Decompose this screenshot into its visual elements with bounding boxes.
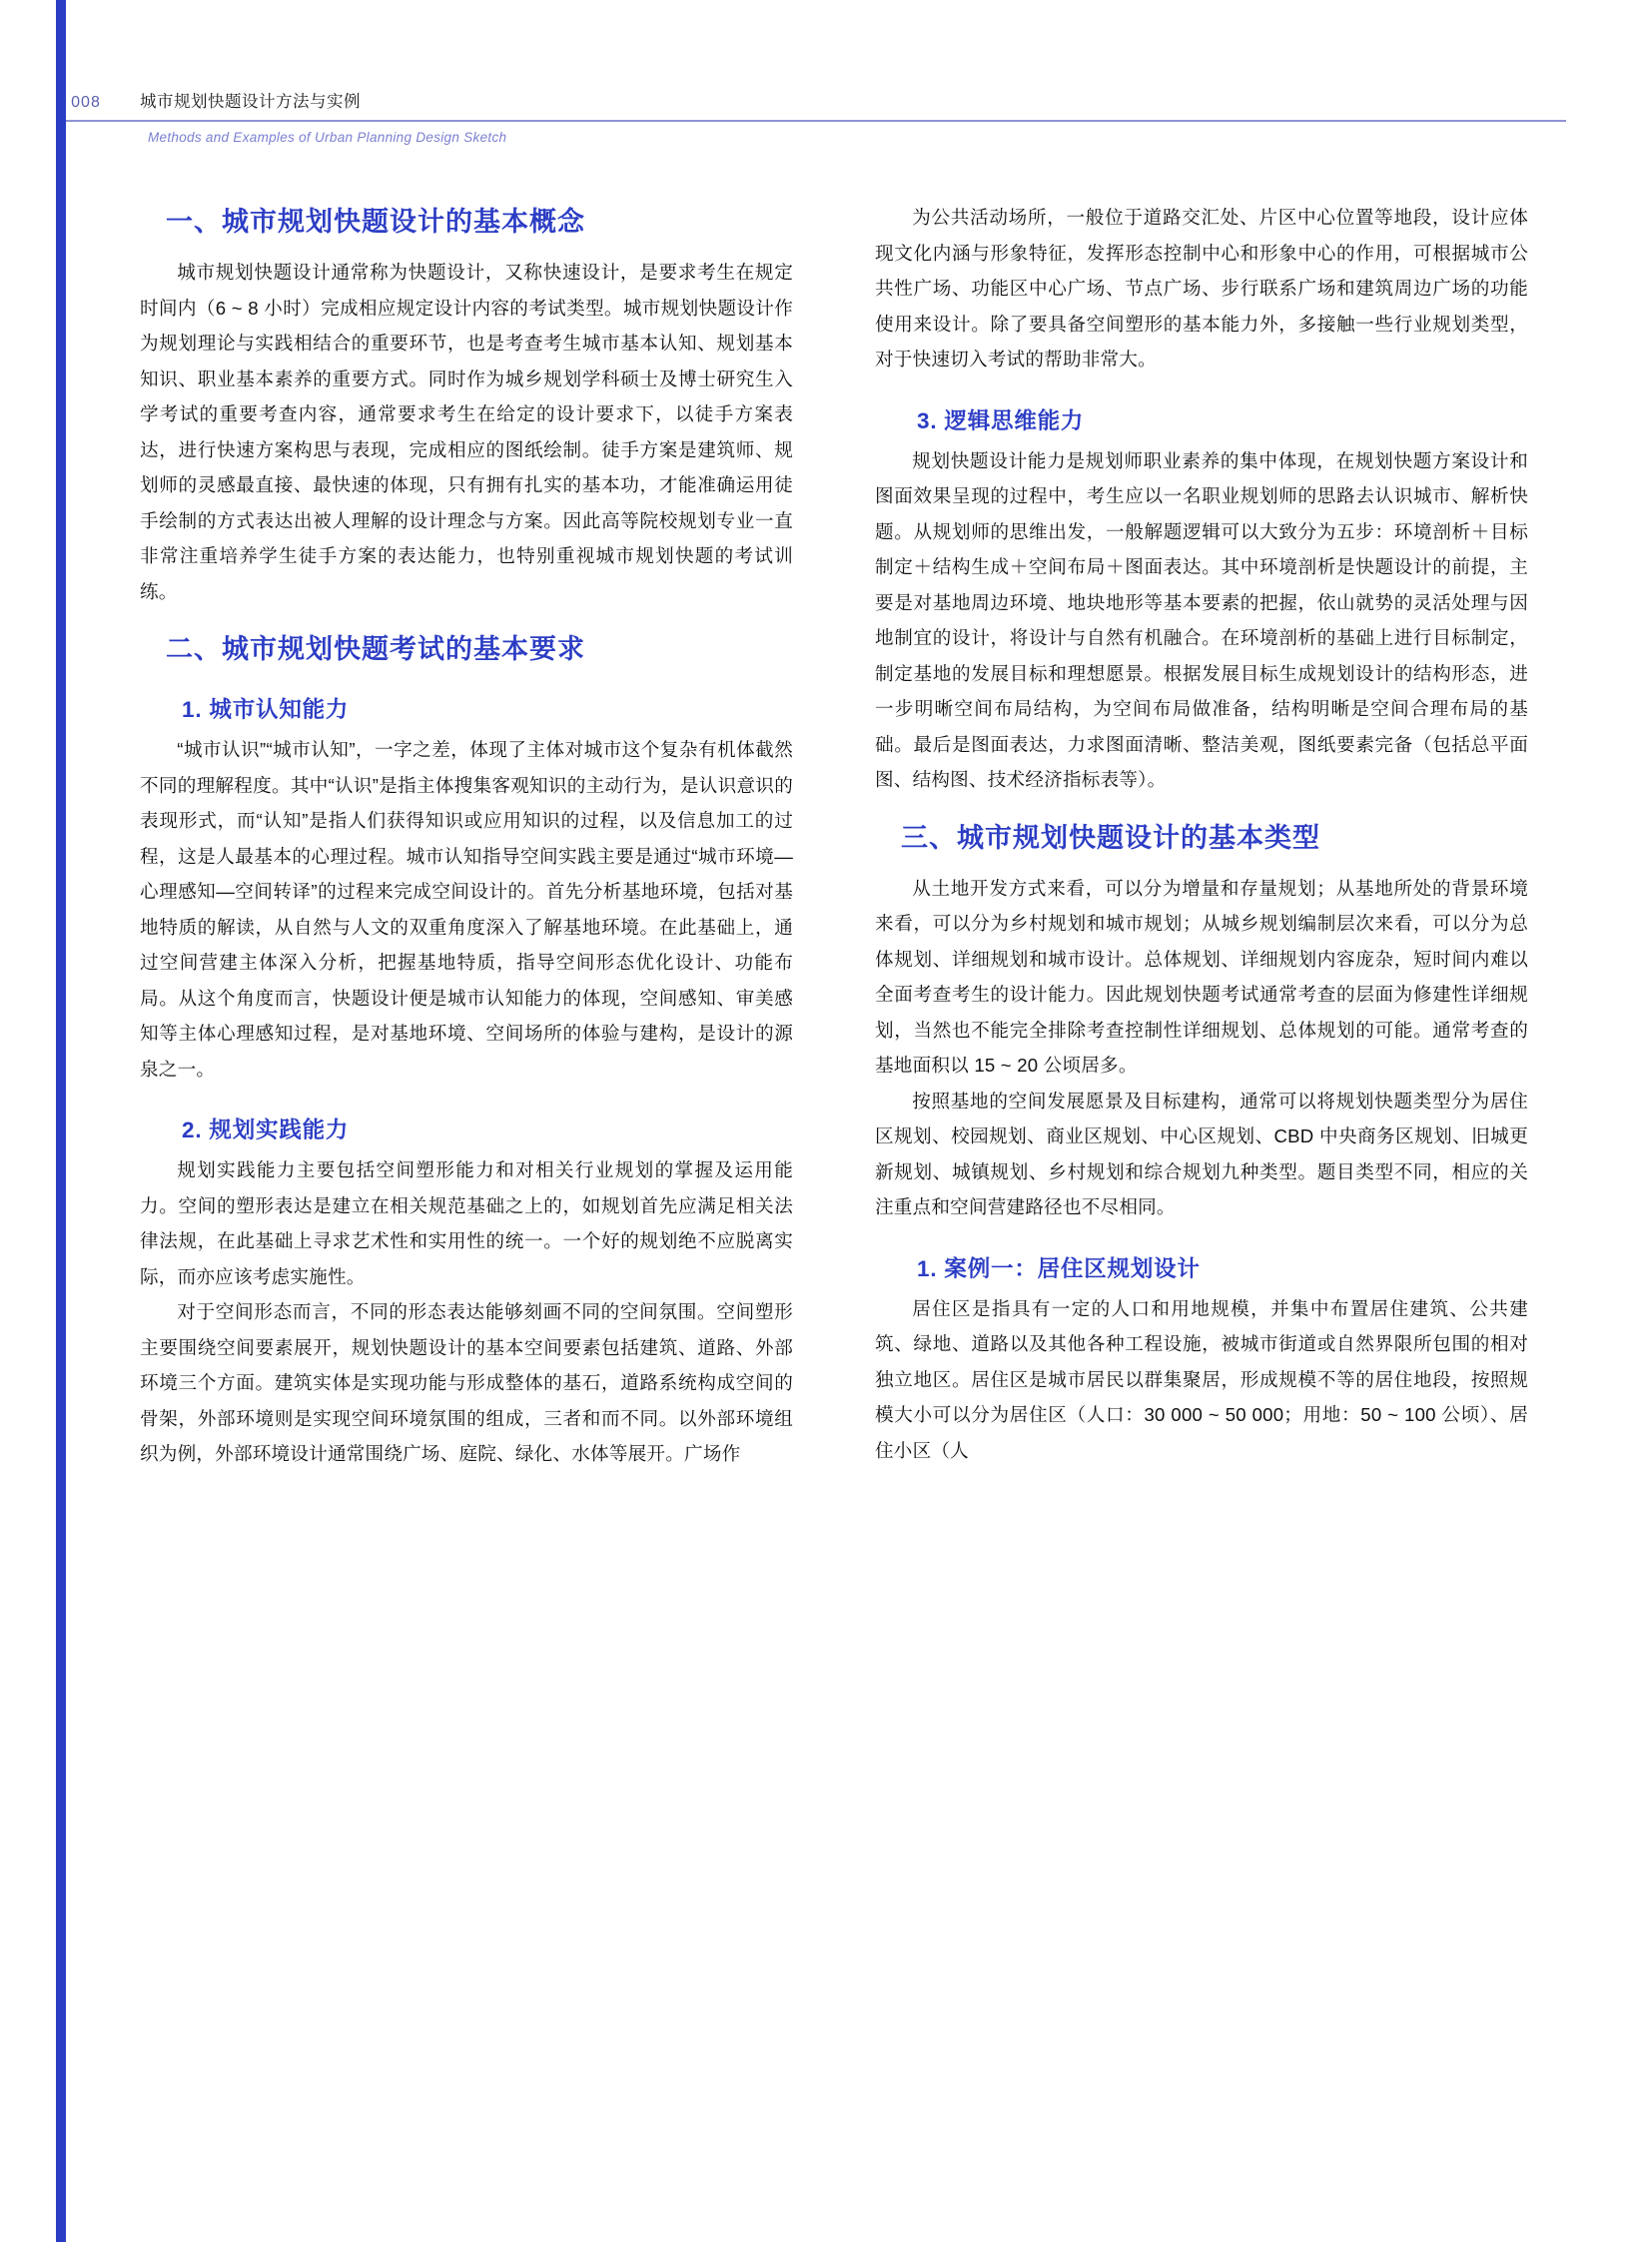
paragraph: 规划快题设计能力是规划师职业素养的集中体现，在规划快题方案设计和图面效果呈现的过程中，考生应以一名职业规划师的思路去认识城市、解析快题。从规划师的思维出发，一般解题逻辑可以大致分为五步：环境剖析＋目标制定＋结构生成＋空间布局＋图面表达。其中环境剖析是快题设计的前提，主要是对基地周边环境、地块地形等基本要素的把握，依山就势的灵活处理与因地制宜的设计，将设计与自然有机融合。在环境剖析的基础上进行目标制定，制定基地的发展目标和理想愿景。根据发展目标生成规划设计的结构形态，进一步明晰空间布局结构，为空间布局做准备，结构明晰是空间合理布局的基础。最后是图面表达，力求图面清晰、整洁美观，图纸要素完备（包括总平面图、结构图、技术经济指标表等）。: [875, 449, 1528, 790]
subsection-heading-4: 1. 案例一：居住区规划设计: [917, 1255, 1201, 1281]
subsection-heading-2: 2. 规划实践能力: [182, 1118, 350, 1142]
subsection-heading-1: 1. 城市认知能力: [182, 697, 350, 722]
paragraph: 城市规划快题设计通常称为快题设计，又称快速设计，是要求考生在规定时间内（6 ~ 8 小时）完成相应规定设计内容的考试类型。城市规划快题设计作为规划理论与实践相结合的重要环节，也是考查考生城市基本认知、规划基本知识、职业基本素养的重要方式。同时作为城乡规划学科硕士及博士研究生入学考试的重要考查内容，通常要求考生在给定的设计要求下，以徒手方案表达，进行快速方案构思与表现，完成相应的图纸绘制。徒手方案是建筑师、规划师的灵感最直接、最快速的体现，只有拥有扎实的基本功，才能准确运用徒手绘制的方式表达出被人理解的设计理念与方案。因此高等院校规划专业一直非常注重培养学生徒手方案的表达能力，也特别重视城市规划快题的考试训练。: [140, 262, 793, 602]
left-accent-bar: [56, 0, 66, 2242]
subsection-heading-3: 3. 逻辑思维能力: [917, 407, 1085, 433]
section-heading-1: 一、城市规划快题设计的基本概念: [166, 207, 585, 237]
paragraph: 居住区是指具有一定的人口和用地规模，并集中布置居住建筑、公共建筑、绿地、道路以及其他各种工程设施，被城市街道或自然界限所包围的相对独立地区。居住区是城市居民以群集聚居，形成规模不等的居住地段，按照规模大小可以分为居住区（人口：30 000 ~ 50 000；用地：50 ~ 100 公顷）、居住小区（人: [875, 1297, 1529, 1461]
page-number: 008: [71, 94, 101, 111]
paragraph: 对于空间形态而言，不同的形态表达能够刻画不同的空间氛围。空间塑形主要围绕空间要素展开，规划快题设计的基本空间要素包括建筑、道路、外部环境三个方面。建筑实体是实现功能与形成整体的基石，道路系统构成空间的骨架，外部环境则是实现空间环境氛围的组成，三者和而不同。以外部环境组织为例，外部环境设计通常围绕广场、庭院、绿化、水体等展开。广场作: [140, 1301, 793, 1464]
paragraph: 为公共活动场所，一般位于道路交汇处、片区中心位置等地段，设计应体现文化内涵与形象特征，发挥形态控制中心和形象中心的作用，可根据城市公共性广场、功能区中心广场、节点广场、步行联系广场和建筑周边广场的功能使用来设计。除了要具备空间塑形的基本能力外，多接触一些行业规划类型，对于快速切入考试的帮助非常大。: [875, 207, 1528, 370]
section-heading-3: 三、城市规划快题设计的基本类型: [901, 822, 1320, 853]
section-heading-2: 二、城市规划快题考试的基本要求: [166, 634, 585, 664]
right-column: [875, 200, 1528, 1472]
header-title-cn: 城市规划快题设计方法与实例: [140, 93, 361, 111]
paragraph: 按照基地的空间发展愿景及目标建构，通常可以将规划快题类型分为居住区规划、校园规划、商业区规划、中心区规划、CBD 中央商务区规划、旧城更新规划、城镇规划、乡村规划和综合规划九种类型。题目类型不同，相应的关注重点和空间营建路径也不尽相同。: [875, 1090, 1528, 1217]
paragraph: 规划实践能力主要包括空间塑形能力和对相关行业规划的掌握及运用能力。空间的塑形表达是建立在相关规范基础之上的，如规划首先应满足相关法律法规，在此基础上寻求艺术性和实用性的统一。一个好的规划绝不应脱离实际，而亦应该考虑实施性。: [140, 1159, 793, 1287]
header-divider: [66, 120, 1566, 122]
body-columns: [140, 200, 1528, 1472]
left-column: [140, 200, 793, 1472]
header-title-en: Methods and Examples of Urban Planning Design Sketch: [148, 130, 507, 145]
paragraph: 从土地开发方式来看，可以分为增量和存量规划；从基地所处的背景环境来看，可以分为乡村规划和城市规划；从城乡规划编制层次来看，可以分为总体规划、详细规划和城市设计。总体规划、详细规划内容庞杂，短时间内难以全面考查考生的设计能力。因此规划快题考试通常考查的层面为修建性详细规划，当然也不能完全排除考查控制性详细规划、总体规划的可能。通常考查的基地面积以 15 ~ 20 公顷居多。: [875, 877, 1528, 1076]
paragraph: “城市认识”“城市认知”，一字之差，体现了主体对城市这个复杂有机体截然不同的理解程度。其中“认识”是指主体搜集客观知识的主动行为，是认识意识的表现形式，而“认知”是指人们获得知识或应用知识的过程，以及信息加工的过程，这是人最基本的心理过程。城市认知指导空间实践主要是通过“城市环境—心理感知—空间转译”的过程来完成空间设计的。首先分析基地环境，包括对基地特质的解读，从自然与人文的双重角度深入了解基地环境。在此基础上，通过空间营建主体深入分析，把握基地特质，指导空间形态优化设计、功能布局。从这个角度而言，快题设计便是城市认知能力的体现，空间感知、审美感知等主体心理感知过程，是对基地环境、空间场所的体验与建构，是设计的源泉之一。: [140, 739, 793, 1080]
